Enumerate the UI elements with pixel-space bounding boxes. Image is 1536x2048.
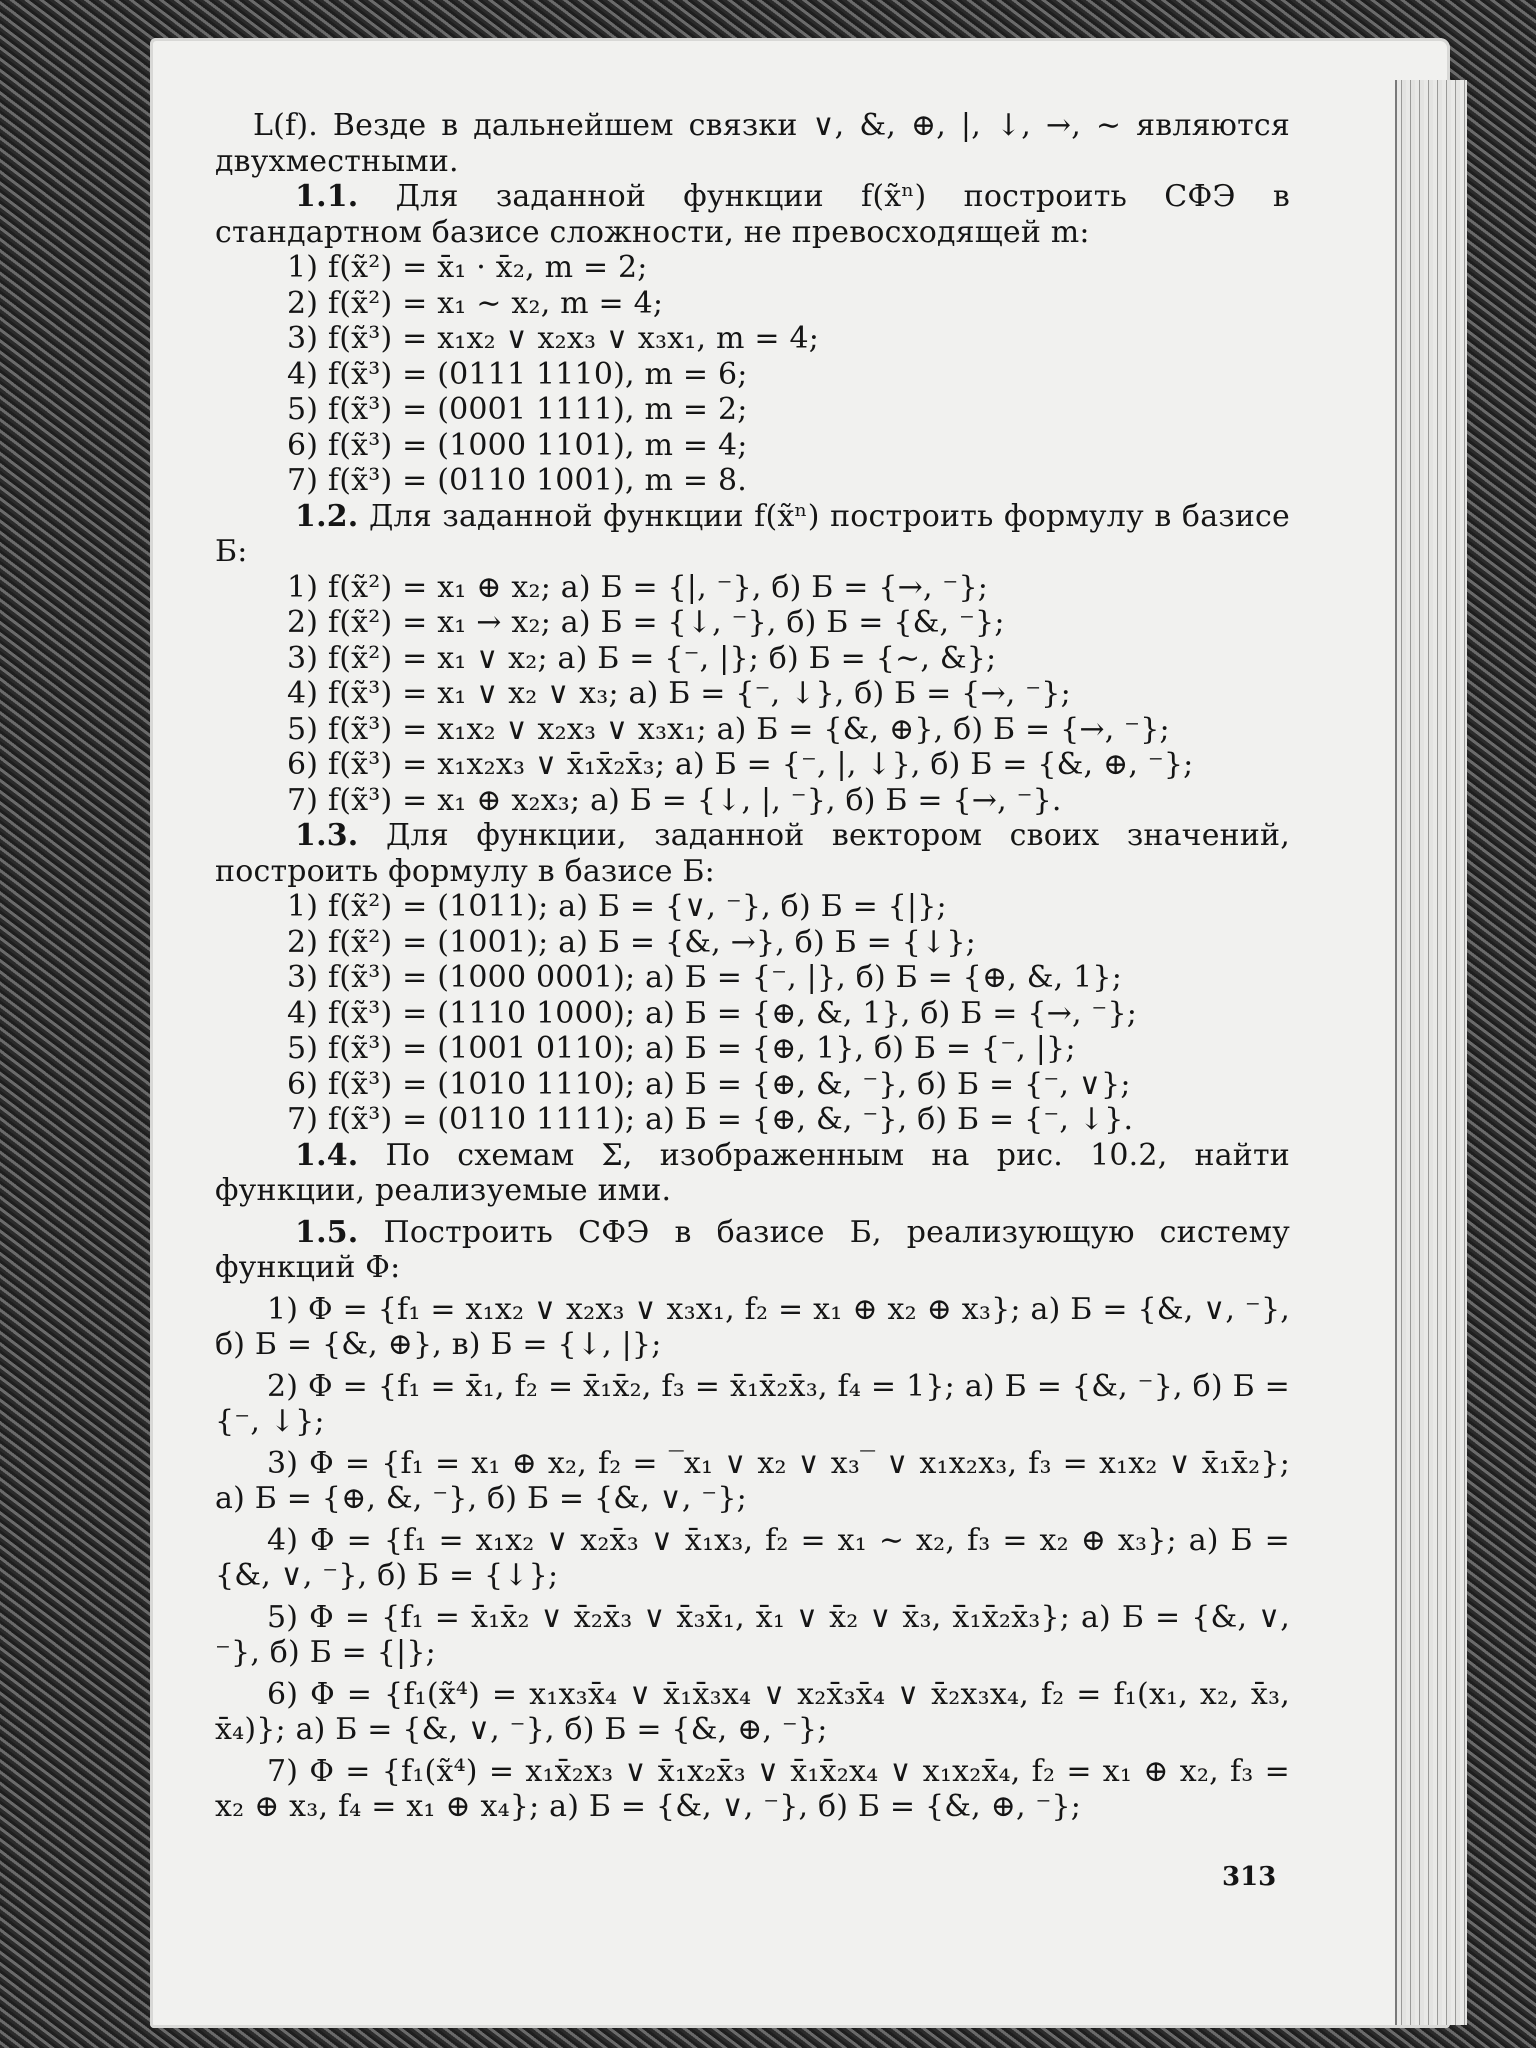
list-item: 5) Φ = {f₁ = x̄₁x̄₂ ∨ x̄₂x̄₃ ∨ x̄₃x̄₁, x̄₁ ∨ x̄₂ ∨ x̄₃, x̄₁x̄₂x̄₃}; а) Б = {&, ∨, ⁻}, б) Б = {|}; bbox=[215, 1599, 1290, 1670]
problem-number: 1.4. bbox=[295, 1137, 359, 1173]
problem-statement: По схемам Σ, изображенным на рис. 10.2, найти функции, реализуемые ими. bbox=[215, 1137, 1290, 1208]
list-item: 3) f(x̃²) = x₁ ∨ x₂; а) Б = {⁻, |}; б) Б = {∼, &}; bbox=[287, 640, 997, 676]
list-item: 7) Φ = {f₁(x̃⁴) = x₁x̄₂x₃ ∨ x̄₁x₂x̄₃ ∨ x̄₁x̄₂x₄ ∨ x₁x₂x̄₄, f₂ = x₁ ⊕ x₂, f₃ = x₂ ⊕ x₃, f₄ = x₁ ⊕ x₄}; а) Б = {&, ∨, ⁻}, б) Б = {&, ⊕, ⁻}; bbox=[215, 1753, 1290, 1824]
list-item: 6) f(x̃³) = (1010 1110); а) Б = {⊕, &, ⁻}, б) Б = {⁻, ∨}; bbox=[287, 1066, 1131, 1102]
list-item: 6) f(x̃³) = (1000 1101), m = 4; bbox=[287, 427, 748, 463]
list-item: 2) f(x̃²) = x₁ ∼ x₂, m = 4; bbox=[287, 285, 664, 321]
page-number: 313 bbox=[1222, 1862, 1277, 1892]
problem-number: 1.2. bbox=[295, 498, 359, 534]
problem-number: 1.1. bbox=[295, 179, 359, 214]
problem-1-3 bbox=[215, 818, 1290, 1138]
problem-1-5 bbox=[215, 1215, 1290, 1825]
list-item: 2) Φ = {f₁ = x̄₁, f₂ = x̄₁x̄₂, f₃ = x̄₁x̄₂x̄₃, f₄ = 1}; а) Б = {&, ⁻}, б) Б = {⁻, ↓}; bbox=[215, 1368, 1290, 1439]
list-item: 4) Φ = {f₁ = x₁x₂ ∨ x₂x̄₃ ∨ x̄₁x₃, f₂ = x₁ ∼ x₂, f₃ = x₂ ⊕ x₃}; а) Б = {&, ∨, ⁻}, б) Б = {↓}; bbox=[215, 1522, 1290, 1593]
list-item: 4) f(x̃³) = (0111 1110), m = 6; bbox=[287, 356, 748, 392]
page-stack-edges bbox=[1395, 80, 1467, 2025]
problem-1-2 bbox=[215, 499, 1290, 819]
problem-number: 1.3. bbox=[295, 818, 359, 853]
list-item: 5) f(x̃³) = x₁x₂ ∨ x₂x₃ ∨ x₃x₁; а) Б = {&, ⊕}, б) Б = {→, ⁻}; bbox=[287, 711, 1170, 747]
list-item: 2) f(x̃²) = (1001); а) Б = {&, →}, б) Б = {↓}; bbox=[287, 924, 976, 960]
list-item: 5) f(x̃³) = (1001 0110); а) Б = {⊕, 1}, б) Б = {⁻, |}; bbox=[287, 1031, 1076, 1066]
problem-statement: Построить СФЭ в базисе Б, реализующую систему функций Φ: bbox=[215, 1214, 1290, 1285]
problem-1-4 bbox=[215, 1138, 1290, 1209]
page-text bbox=[215, 108, 1290, 1825]
list-item: 1) f(x̃²) = x̄₁ · x̄₂, m = 2; bbox=[287, 250, 648, 285]
list-item: 1) f(x̃²) = (1011); а) Б = {∨, ⁻}, б) Б = {|}; bbox=[287, 889, 947, 924]
list-item: 4) f(x̃³) = (1110 1000); а) Б = {⊕, &, 1}, б) Б = {→, ⁻}; bbox=[287, 995, 1138, 1031]
list-item: 3) Φ = {f₁ = x₁ ⊕ x₂, f₂ = ‾x₁ ∨ x₂ ∨ x₃‾ ∨ x₁x₂x₃, f₃ = x₁x₂ ∨ x̄₁x̄₂}; а) Б = {⊕, &, ⁻}, б) Б = {&, ∨, ⁻}; bbox=[215, 1445, 1290, 1516]
list-item: 3) f(x̃³) = (1000 0001); а) Б = {⁻, |}, б) Б = {⊕, &, 1}; bbox=[287, 960, 1123, 995]
list-item: 6) f(x̃³) = x₁x₂x₃ ∨ x̄₁x̄₂x̄₃; а) Б = {⁻, |, ↓}, б) Б = {&, ⊕, ⁻}; bbox=[287, 747, 1194, 782]
list-item: 7) f(x̃³) = (0110 1111); а) Б = {⊕, &, ⁻}, б) Б = {⁻, ↓}. bbox=[287, 1102, 1134, 1137]
list-item: 3) f(x̃³) = x₁x₂ ∨ x₂x₃ ∨ x₃x₁, m = 4; bbox=[287, 321, 820, 356]
problem-number: 1.5. bbox=[295, 1214, 359, 1250]
intro-paragraph: L(f). Везде в дальнейшем связки ∨, &, ⊕, |, ↓, →, ∼ являются двухместными. bbox=[215, 108, 1290, 179]
problem-statement: Для заданной функции f(x̃ⁿ) построить СФЭ в стандартном базисе сложности, не превосходящей m: bbox=[215, 179, 1290, 250]
list-item: 1) Φ = {f₁ = x₁x₂ ∨ x₂x₃ ∨ x₃x₁, f₂ = x₁ ⊕ x₂ ⊕ x₃}; а) Б = {&, ∨, ⁻}, б) Б = {&, ⊕}, в) Б = {↓, |}; bbox=[215, 1291, 1290, 1362]
problem-statement: Для заданной функции f(x̃ⁿ) построить формулу в базисе Б: bbox=[215, 498, 1290, 569]
problem-1-1 bbox=[215, 179, 1290, 499]
list-item: 4) f(x̃³) = x₁ ∨ x₂ ∨ x₃; а) Б = {⁻, ↓}, б) Б = {→, ⁻}; bbox=[287, 676, 1071, 711]
problem-statement: Для функции, заданной вектором своих значений, построить формулу в базисе Б: bbox=[215, 818, 1290, 889]
list-item: 7) f(x̃³) = x₁ ⊕ x₂x₃; а) Б = {↓, |, ⁻}, б) Б = {→, ⁻}. bbox=[287, 782, 1062, 818]
list-item: 7) f(x̃³) = (0110 1001), m = 8. bbox=[287, 463, 747, 498]
list-item: 6) Φ = {f₁(x̃⁴) = x₁x₃x̄₄ ∨ x̄₁x̄₃x₄ ∨ x₂x̄₃x̄₄ ∨ x̄₂x₃x₄, f₂ = f₁(x₁, x₂, x̄₃, x̄₄)}; а) Б = {&, ∨, ⁻}, б) Б = {&, ⊕, ⁻}; bbox=[215, 1676, 1290, 1747]
list-item: 2) f(x̃²) = x₁ → x₂; а) Б = {↓, ⁻}, б) Б = {&, ⁻}; bbox=[287, 605, 1005, 640]
list-item: 1) f(x̃²) = x₁ ⊕ x₂; а) Б = {|, ⁻}, б) Б = {→, ⁻}; bbox=[287, 569, 989, 605]
list-item: 5) f(x̃³) = (0001 1111), m = 2; bbox=[287, 392, 748, 427]
